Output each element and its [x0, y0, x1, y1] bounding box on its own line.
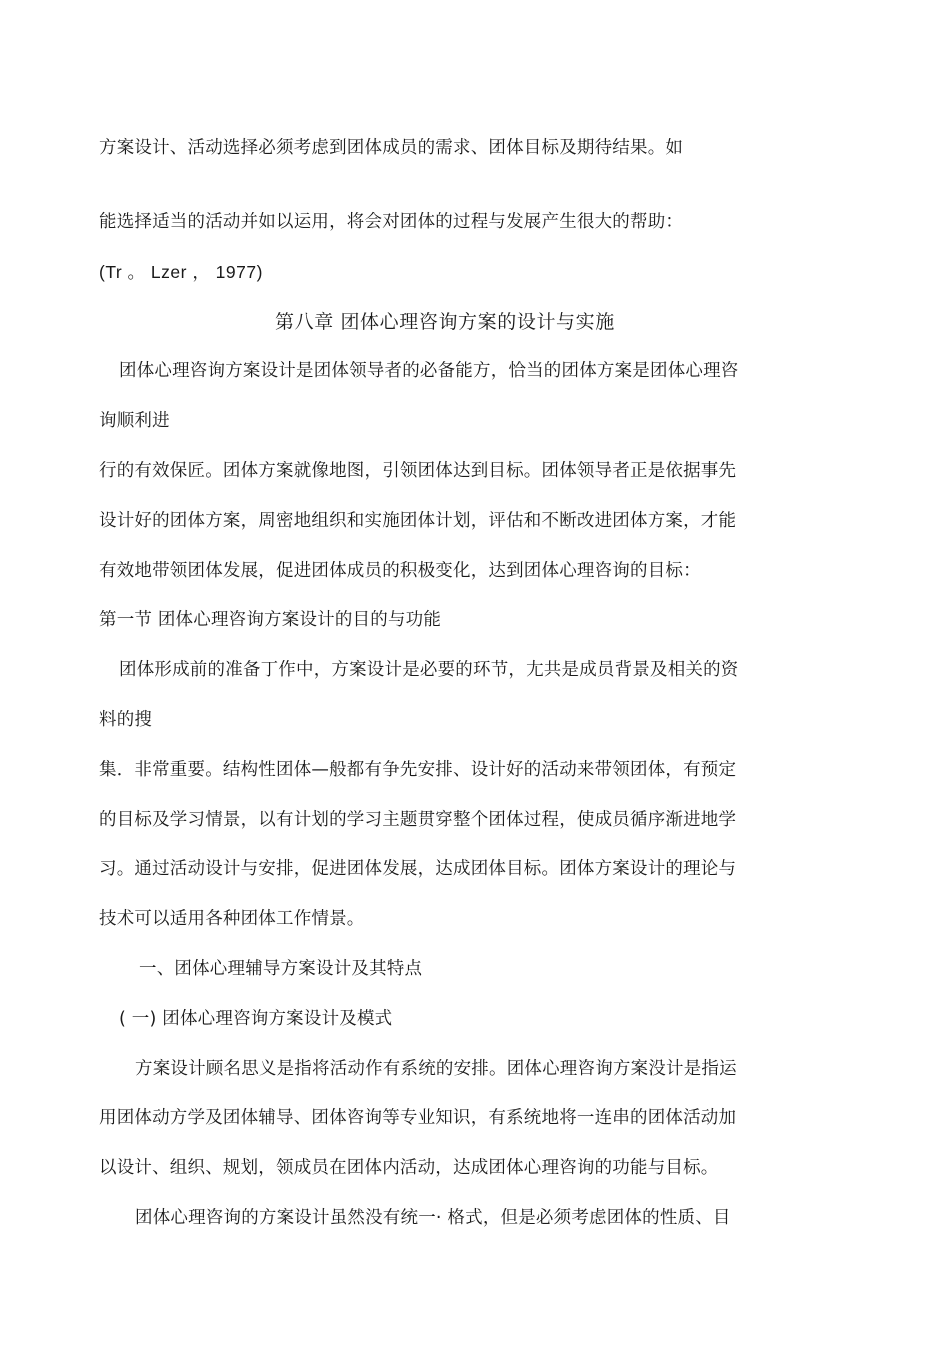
- subsection-title: ( 一) 团体心理咨询方案设计及模式: [119, 1009, 393, 1029]
- text-line: 技术可以适用各种团体工作情景。: [99, 909, 365, 929]
- text-line: 有效地带领团体发展，促进团体成员的积极变化，达到团体心理咨询的目标：: [99, 561, 701, 581]
- chapter-title: 第八章 团体心理咨询方案的设计与实施: [275, 311, 615, 333]
- text-line: 行的有效保匠。团体方案就像地图，引领团体达到目标。团体领导者正是依据事先: [99, 461, 737, 481]
- text-line: 料的搜: [99, 710, 153, 730]
- text-line: 能选择适当的活动并如以运用，将会对团体的过程与发展产生很大的帮助：: [99, 212, 684, 232]
- text-line: 用团体动方学及团体辅导、团体咨询等专业知识，有系统地将一连串的团体活动加: [99, 1108, 737, 1128]
- text-line: 团体心理咨询的方案设计虽然没有统一· 格式，但是必须考虑团体的性质、目: [135, 1208, 731, 1228]
- text-line: 设计好的团体方案，周密地组织和实施团体计划，评估和不断改进团体方案，才能: [99, 511, 737, 531]
- text-line: 团体心理咨询方案设计是团体领导者的必备能方，恰当的团体方案是团体心理咨: [119, 361, 739, 381]
- text-line: 以设计、组织、规划，领成员在团体内活动，达成团体心理咨询的功能与目标。: [99, 1158, 719, 1178]
- text-line: 询顺利进: [99, 411, 170, 431]
- text-line: 方案设计顾名思义是指将活动作有系统的安排。团体心理咨询方案没计是指运: [135, 1059, 737, 1079]
- subsection-title: 一、团体心理辅导方案设计及其特点: [139, 959, 423, 979]
- text-line: 团体形成前的准备丁作中，方案设计是必要的环节，尢共是成员背景及相关的资: [119, 660, 739, 680]
- section-title: 第一节 团体心理咨询方案设计的目的与功能: [99, 610, 442, 630]
- text-line: 集．非常重要。结构性团体—般都有争先安排、设计好的活动来带领团体，有预定: [99, 760, 737, 780]
- text-line: 习。通过活动设计与安排，促进团体发展，达成团体目标。团体方案设计的理论与: [99, 859, 737, 879]
- citation-line: (Tr 。 Lzer ， 1977): [99, 262, 263, 282]
- text-line: 方案设计、活动选择必须考虑到团体成员的需求、团体目标及期待结果。如: [99, 138, 684, 158]
- text-line: 的目标及学习情景，以有计划的学习主题贯穿整个团体过程，使成员循序渐进地学: [99, 810, 737, 830]
